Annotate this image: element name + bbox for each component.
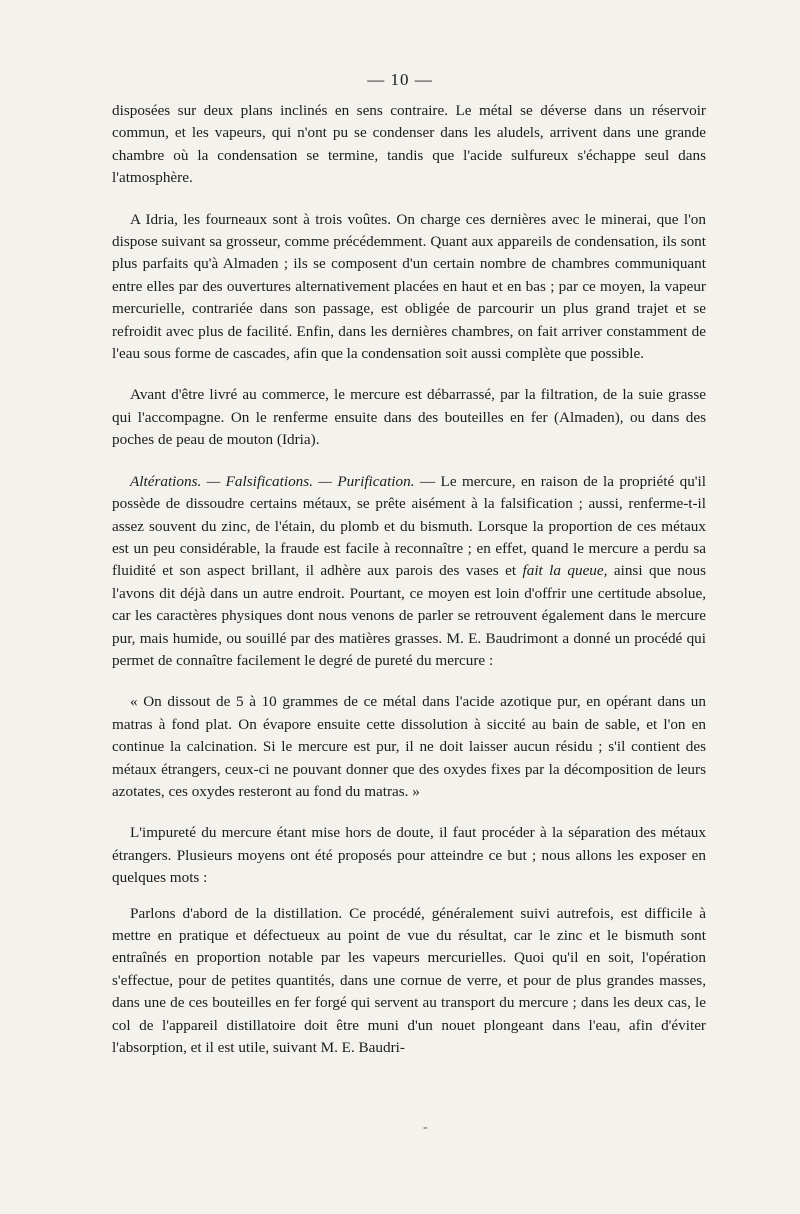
body-text [112, 100, 706, 1078]
paragraph-3: Avant d'être livré au commerce, le mercure est débarrassé, par la filtration, de la suie grasse qui l'accompagne. On le renferme ensuite dans des bouteilles en fer (Almaden), ou dans des poches de peau de mouton (Idria). [112, 386, 706, 449]
paragraph-4-text-b: ainsi que nous l'avons dit déjà dans un autre endroit. Pourtant, ce moyen est loin d'offrir une certitude absolue, car les caractères physiques dont nous venons de parler se retrouvent également dans le mercure pur, mais humide, ou souillé par des matières grasses. M. E. Baudrimont a donné un procédé qui permet de connaître facilement le degré de pureté du mercure : [112, 562, 706, 669]
italic-phrase: fait la queue, [522, 562, 608, 580]
paragraph-4-text-a: — Le mercure, en raison de la propriété qu'il possède de dissoudre certains métaux, se prête aisément à la falsification ; aussi, renferme-t-il assez souvent du zinc, de l'étain, du plomb et du bismuth. Lorsque la proportion de ces métaux est un peu considérable, la fraude est facile à reconnaître ; en effet, quand le mercure a perdu sa fluidité et son aspect brillant, il adhère aux parois des vases et [112, 472, 706, 580]
quoted-paragraph: « On dissout de 5 à 10 grammes de ce métal dans l'acide azotique pur, en opérant dans un matras à fond plat. On évapore ensuite cette dissolution à siccité au bain de sable, et l'on en continue la calcination. Si le mercure est pur, il ne doit laisser aucun résidu ; s'il contient des métaux étrangers, ceux-ci ne pouvant donner que des oxydes fixes par la décomposition de leurs azotates, ces oxydes resteront au fond du matras. » [112, 693, 706, 800]
page-number: — 10 — [367, 70, 433, 89]
paragraph-7: Parlons d'abord de la distillation. Ce procédé, généralement suivi autrefois, est difficile à mettre en pratique et défectueux au point de vue du résultat, car le zinc et le bismuth sont entraînés en proportion notable par les vapeurs mercurielles. Quoi qu'il en soit, l'opération s'effectue, pour de petites quantités, dans une cornue de verre, et pour de plus grandes masses, dans une de ces bouteilles en fer forgé qui servent au transport du mercure ; dans les deux cas, le col de l'appareil distillatoire doit être muni d'un nouet plongeant dans l'eau, afin d'éviter l'absorption, et il est utile, suivant M. E. Baudri- [112, 904, 706, 1057]
paragraph-1: disposées sur deux plans inclinés en sens contraire. Le métal se déverse dans un réservoir commun, et les vapeurs, qui n'ont pu se condenser dans les aludels, arrivent dans une grande chambre où la condensation se termine, tandis que l'acide sulfureux s'échappe seul dans l'atmosphère. [112, 102, 706, 187]
page-mark: - [423, 1120, 428, 1135]
paragraph-2: A Idria, les fourneaux sont à trois voûtes. On charge ces dernières avec le minerai, que l'on dispose suivant sa grosseur, comme précédemment. Quant aux appareils de condensation, ils sont plus parfaits qu'à Almaden ; ils se composent d'un certain nombre de chambres communiquant entre elles par des ouvertures alternativement placées en haut et en bas ; par ce moyen, la vapeur mercurielle, contrariée dans son passage, est obligée de parcourir un plus grand trajet et se refroidit avec plus de facilité. Enfin, dans les dernières chambres, on fait arriver constamment de l'eau sous forme de cascades, afin que la condensation soit aussi complète que possible. [112, 210, 706, 363]
paragraph-6: L'impureté du mercure étant mise hors de doute, il faut procéder à la séparation des métaux étrangers. Plusieurs moyens ont été proposés pour atteindre ce but ; nous allons les exposer en quelques mots : [112, 824, 706, 887]
section-heading: Altérations. — Falsifications. — Purification. [130, 472, 415, 490]
paragraph-4 [112, 471, 706, 673]
